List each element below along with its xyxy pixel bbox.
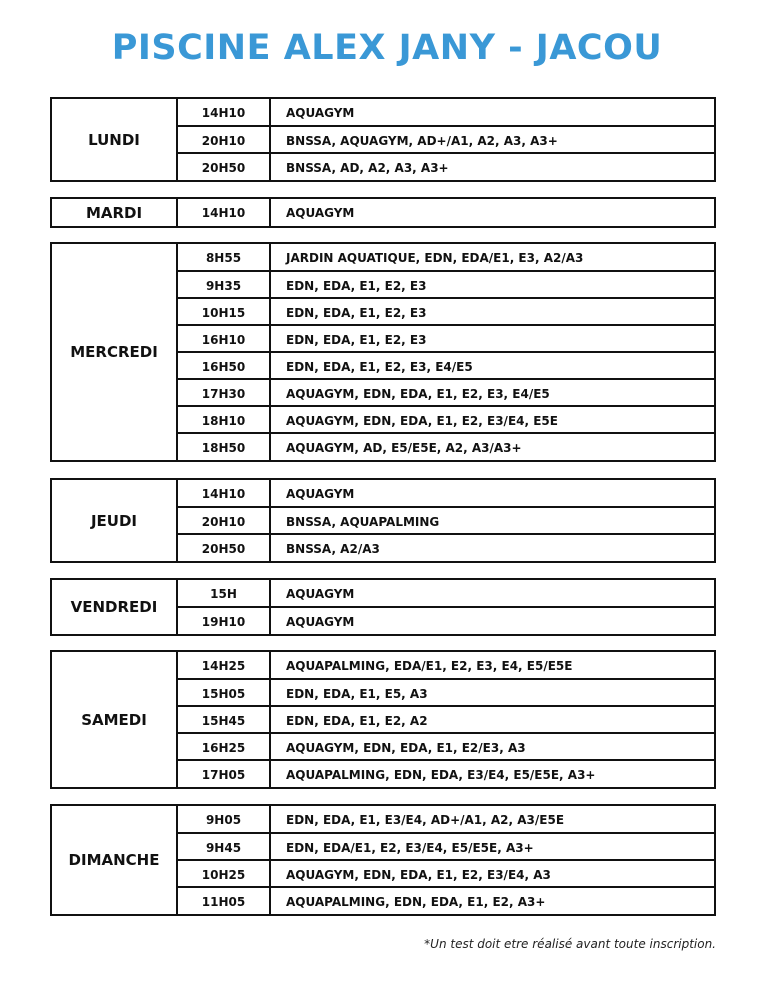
table-row: [176, 480, 714, 507]
day-block-jeudi: [50, 478, 716, 563]
session-rows: [176, 806, 714, 914]
session-time: 20H10: [178, 508, 271, 535]
table-row: [176, 506, 714, 535]
session-time: 14H10: [178, 99, 271, 126]
session-activities: AQUAGYM: [286, 614, 355, 629]
session-time: 20H50: [178, 154, 271, 181]
session-time: 16H50: [178, 353, 271, 380]
session-time: 16H10: [178, 326, 271, 353]
table-row: [176, 580, 714, 607]
session-activities: EDN, EDA, E1, E2, E3: [286, 332, 427, 347]
day-block-vendredi: [50, 578, 716, 636]
table-row: [176, 806, 714, 833]
session-time: 10H15: [178, 299, 271, 326]
table-row: [176, 324, 714, 353]
session-time: 17H30: [178, 380, 271, 407]
table-row: [176, 606, 714, 635]
table-row: [176, 705, 714, 734]
session-activities: EDN, EDA, E1, E2, E3: [286, 305, 427, 320]
table-row: [176, 732, 714, 761]
table-row: [176, 678, 714, 707]
table-row: [176, 832, 714, 861]
day-block-mardi: [50, 197, 716, 228]
day-label: LUNDI: [88, 130, 140, 149]
session-time: 20H10: [178, 127, 271, 154]
table-row: [176, 244, 714, 271]
day-block-lundi: [50, 97, 716, 182]
table-row: [176, 859, 714, 888]
table-row: [176, 432, 714, 461]
session-time: 14H25: [178, 652, 271, 679]
session-activities: AQUAGYM, EDN, EDA, E1, E2, E3, E4/E5: [286, 386, 550, 401]
session-activities: AQUAGYM, EDN, EDA, E1, E2, E3/E4, A3: [286, 867, 551, 882]
session-time: 10H25: [178, 861, 271, 888]
day-label: MERCREDI: [70, 343, 158, 361]
session-time: 17H05: [178, 761, 271, 788]
session-activities: BNSSA, AQUAPALMING: [286, 514, 440, 529]
session-activities: AQUAGYM: [286, 105, 355, 120]
session-time: 9H45: [178, 834, 271, 861]
session-activities: AQUAGYM, EDN, EDA, E1, E2/E3, A3: [286, 740, 526, 755]
session-activities: EDN, EDA, E1, E2, E3, E4/E5: [286, 359, 473, 374]
session-time: 18H50: [178, 434, 271, 461]
day-block-samedi: [50, 650, 716, 789]
session-time: 14H10: [178, 480, 271, 507]
session-activities: AQUAPALMING, EDA/E1, E2, E3, E4, E5/E5E: [286, 658, 573, 673]
session-rows: [176, 480, 714, 561]
session-rows: [176, 244, 714, 460]
day-block-mercredi: [50, 242, 716, 462]
session-time: 8H55: [178, 244, 271, 271]
day-label: VENDREDI: [70, 598, 158, 616]
session-activities: BNSSA, AD, A2, A3, A3+: [286, 160, 449, 175]
table-row: [176, 99, 714, 126]
session-time: 9H05: [178, 806, 271, 833]
session-activities: AQUAGYM: [286, 205, 355, 220]
table-row: [176, 152, 714, 181]
session-time: 15H05: [178, 680, 271, 707]
session-time: 20H50: [178, 535, 271, 562]
session-activities: AQUAGYM: [286, 486, 355, 501]
session-activities: AQUAGYM: [286, 586, 355, 601]
day-label: JEUDI: [90, 511, 138, 530]
table-row: [176, 405, 714, 434]
table-row: [176, 351, 714, 380]
session-activities: EDN, EDA, E1, E3/E4, AD+/A1, A2, A3/E5E: [286, 812, 565, 827]
session-activities: BNSSA, AQUAGYM, AD+/A1, A2, A3, A3+: [286, 133, 558, 148]
page-title: PISCINE ALEX JANY - JACOU: [111, 28, 663, 68]
session-activities: AQUAGYM, EDN, EDA, E1, E2, E3/E4, E5E: [286, 413, 558, 428]
session-activities: EDN, EDA, E1, E5, A3: [286, 686, 428, 701]
session-time: 16H25: [178, 734, 271, 761]
table-row: [176, 297, 714, 326]
session-rows: [176, 652, 714, 787]
session-time: 11H05: [178, 888, 271, 915]
footnote: *Un test doit etre réalisé avant toute inscription.: [424, 937, 716, 951]
table-row: [176, 270, 714, 299]
session-activities: BNSSA, A2/A3: [286, 541, 380, 556]
session-time: 14H10: [178, 199, 271, 226]
session-rows: [176, 99, 714, 180]
session-time: 9H35: [178, 272, 271, 299]
session-rows: [176, 580, 714, 634]
session-activities: AQUAPALMING, EDN, EDA, E1, E2, A3+: [286, 894, 546, 909]
day-block-dimanche: [50, 804, 716, 916]
session-activities: EDN, EDA, E1, E2, E3: [286, 278, 427, 293]
session-time: 19H10: [178, 608, 271, 635]
session-time: 18H10: [178, 407, 271, 434]
session-activities: AQUAPALMING, EDN, EDA, E3/E4, E5/E5E, A3+: [286, 767, 596, 782]
table-row: [176, 199, 714, 226]
session-activities: AQUAGYM, AD, E5/E5E, A2, A3/A3+: [286, 440, 522, 455]
session-rows: [176, 199, 714, 226]
table-row: [176, 652, 714, 679]
table-row: [176, 125, 714, 154]
day-label: MARDI: [85, 203, 143, 222]
table-row: [176, 886, 714, 915]
table-row: [176, 759, 714, 788]
session-activities: JARDIN AQUATIQUE, EDN, EDA/E1, E3, A2/A3: [286, 250, 584, 265]
day-label: SAMEDI: [81, 710, 147, 729]
session-time: 15H45: [178, 707, 271, 734]
day-label: DIMANCHE: [68, 851, 160, 869]
session-time: 15H: [178, 580, 271, 607]
table-row: [176, 533, 714, 562]
session-activities: EDN, EDA/E1, E2, E3/E4, E5/E5E, A3+: [286, 840, 534, 855]
table-row: [176, 378, 714, 407]
session-activities: EDN, EDA, E1, E2, A2: [286, 713, 428, 728]
